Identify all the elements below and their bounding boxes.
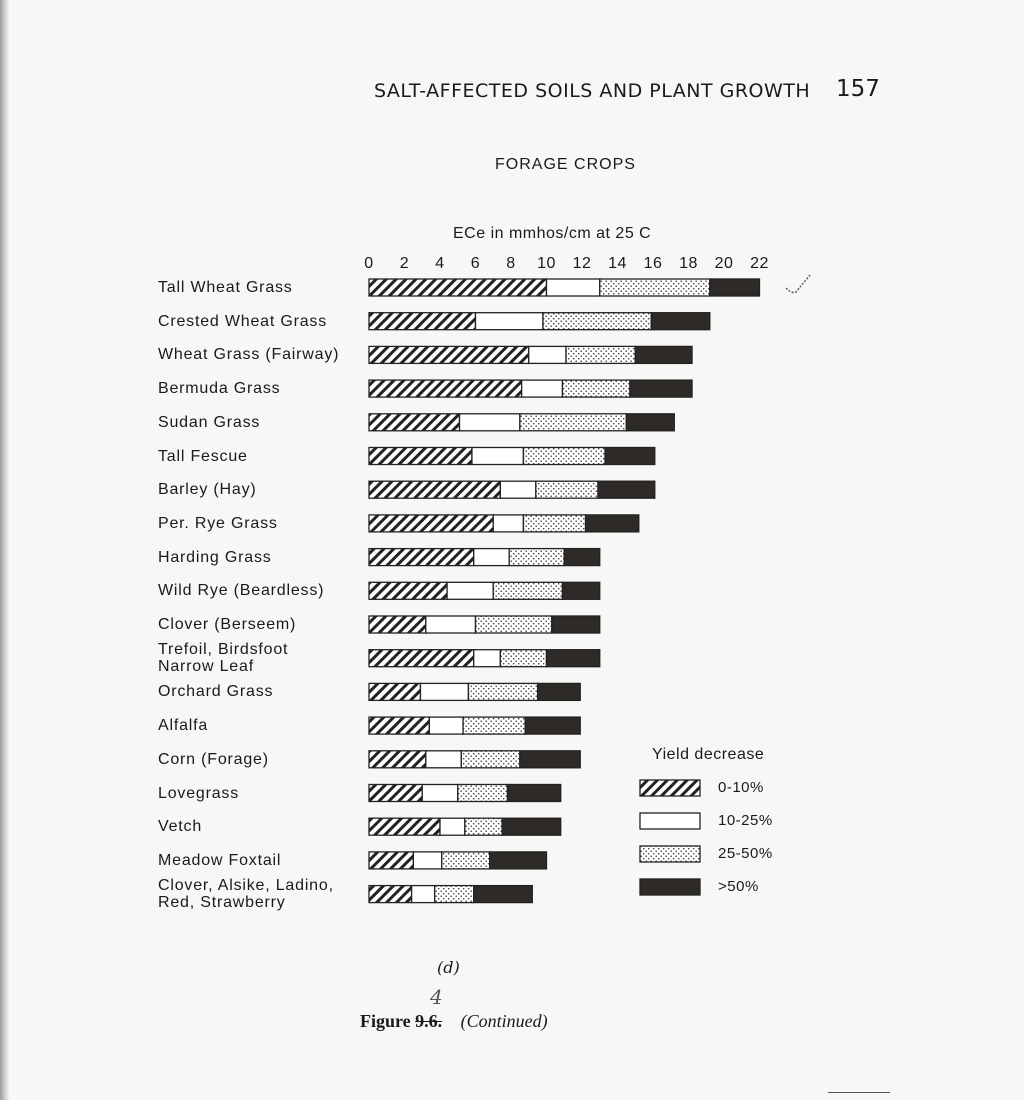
caption-struck-number: 9.6. [415, 1011, 443, 1031]
bar-segment [522, 380, 563, 397]
caption-continued: (Continued) [460, 1011, 548, 1031]
crop-label: Alfalfa [158, 717, 209, 735]
bar-segment [369, 313, 476, 330]
bar-segment [536, 481, 598, 498]
bar-segment [547, 279, 600, 296]
bar-segment [426, 616, 476, 633]
panel-label: (d) [437, 958, 460, 977]
legend-swatch [640, 846, 700, 862]
bar-segment [600, 279, 710, 296]
bar-segment [474, 549, 510, 566]
check-mark-icon [784, 272, 814, 298]
bar-segment [635, 346, 692, 363]
crop-label: Sudan Grass [158, 413, 261, 431]
bar-segment [626, 414, 674, 431]
bars-layer [369, 279, 760, 903]
bar-segment [476, 616, 552, 633]
bar-segment [710, 279, 760, 296]
x-tick-label: 0 [364, 255, 374, 272]
bar-segment [458, 785, 508, 802]
crop-label: Clover, Alsike, Ladino, Red, Strawberry [158, 877, 334, 912]
bar-segment [562, 582, 599, 599]
bar-segment [493, 582, 562, 599]
legend-swatch [640, 879, 700, 895]
bar-segment [507, 785, 560, 802]
legend-swatches [640, 780, 700, 895]
legend-label: 25-50% [718, 845, 773, 862]
bar-segment [564, 549, 600, 566]
caption-figure-word: Figure [360, 1011, 411, 1031]
bar-segment [465, 818, 502, 835]
bar-segment [523, 515, 585, 532]
bar-segment [369, 717, 429, 734]
bar-segment [429, 717, 463, 734]
caption-handwritten-number: 4 [430, 985, 443, 1009]
x-tick-label: 6 [470, 255, 481, 272]
bar-segment [460, 414, 520, 431]
running-head: SALT-AFFECTED SOILS AND PLANT GROWTH [374, 80, 811, 102]
bar-segment [509, 549, 564, 566]
x-tick-label: 14 [608, 255, 627, 272]
crop-label: Clover (Berseem) [158, 616, 297, 633]
crop-label: Corn (Forage) [158, 750, 269, 768]
bar-segment [543, 313, 651, 330]
bar-segment [474, 650, 501, 667]
bar-segment [476, 313, 543, 330]
stray-mark [828, 1092, 890, 1093]
chart-title: FORAGE CROPS [495, 156, 636, 173]
bar-segment [442, 852, 490, 869]
crop-label: Wild Rye (Beardless) [158, 582, 325, 600]
bar-segment [447, 582, 493, 599]
crop-label: Crested Wheat Grass [158, 312, 328, 330]
bar-segment [529, 346, 566, 363]
bar-segment [520, 751, 580, 768]
bar-segment [369, 515, 493, 532]
bar-segment [369, 616, 426, 633]
bar-segment [413, 852, 441, 869]
x-tick-label: 18 [679, 255, 698, 272]
bar-segment [369, 751, 426, 768]
legend-label: >50% [718, 878, 759, 895]
bar-segment [520, 414, 627, 431]
bar-segment [525, 717, 580, 734]
bar-segment [547, 650, 600, 667]
legend-swatch [640, 813, 700, 829]
bar-segment [562, 380, 629, 397]
bar-segment [435, 886, 474, 903]
bar-segment [552, 616, 600, 633]
bar-segment [369, 818, 440, 835]
bar-segment [468, 683, 537, 700]
bar-segment [369, 279, 547, 296]
x-tick-label: 10 [537, 255, 556, 272]
bar-segment [463, 717, 525, 734]
bar-segment [493, 515, 523, 532]
bar-segment [369, 481, 500, 498]
x-tick-label: 8 [506, 255, 516, 272]
crop-label: Vetch [158, 818, 203, 836]
crop-label: Trefoil, Birdsfoot Narrow Leaf [158, 641, 289, 676]
bar-segment [369, 448, 472, 465]
bar-segment [369, 582, 447, 599]
bar-segment [369, 380, 522, 397]
bar-segment [502, 818, 561, 835]
bar-segment [651, 313, 710, 330]
bar-segment [369, 346, 529, 363]
legend-label: 10-25% [718, 812, 773, 829]
legend-swatch [640, 780, 700, 796]
crop-label: Tall Wheat Grass [158, 279, 293, 296]
bar-segment [412, 886, 435, 903]
bar-segment [369, 852, 413, 869]
crop-label: Barley (Hay) [158, 481, 257, 499]
crop-label: Lovegrass [158, 784, 240, 802]
legend-label: 0-10% [718, 779, 764, 796]
crop-label: Per. Rye Grass [158, 514, 278, 532]
bar-segment [422, 785, 458, 802]
bar-segment [500, 481, 535, 498]
bar-segment [369, 414, 460, 431]
x-tick-label: 20 [714, 255, 734, 272]
bar-segment [420, 683, 468, 700]
bar-segment [369, 549, 474, 566]
x-tick-label: 2 [399, 255, 410, 272]
bar-segment [490, 852, 547, 869]
bar-segment [523, 448, 605, 465]
bar-segment [369, 683, 420, 700]
bar-segment [630, 380, 692, 397]
bar-segment [566, 346, 635, 363]
bar-segment [472, 448, 523, 465]
bar-segment [461, 751, 520, 768]
bar-segment [538, 683, 581, 700]
bar-segment [500, 650, 546, 667]
bar-segment [369, 785, 422, 802]
crop-label: Harding Grass [158, 548, 272, 566]
x-axis-label: ECe in mmhos/cm at 25 C [453, 225, 652, 242]
bar-segment [586, 515, 639, 532]
bar-segment [474, 886, 533, 903]
bar-segment [369, 650, 474, 667]
x-tick-label: 4 [435, 255, 445, 272]
x-tick-label: 16 [643, 255, 663, 272]
bar-segment [598, 481, 655, 498]
figure-caption [360, 985, 548, 1032]
crop-label: Meadow Foxtail [158, 851, 282, 869]
crop-label: Wheat Grass (Fairway) [158, 346, 340, 364]
crop-label: Tall Fescue [158, 447, 248, 465]
bar-segment [369, 886, 412, 903]
page-number: 157 [836, 76, 880, 102]
bar-segment [605, 448, 655, 465]
x-tick-label: 22 [750, 255, 769, 272]
legend-title: Yield decrease [652, 746, 765, 763]
x-tick-label: 12 [572, 255, 592, 272]
crop-label: Orchard Grass [158, 683, 274, 701]
crop-label: Bermuda Grass [158, 380, 281, 398]
bar-segment [440, 818, 465, 835]
bar-segment [426, 751, 462, 768]
